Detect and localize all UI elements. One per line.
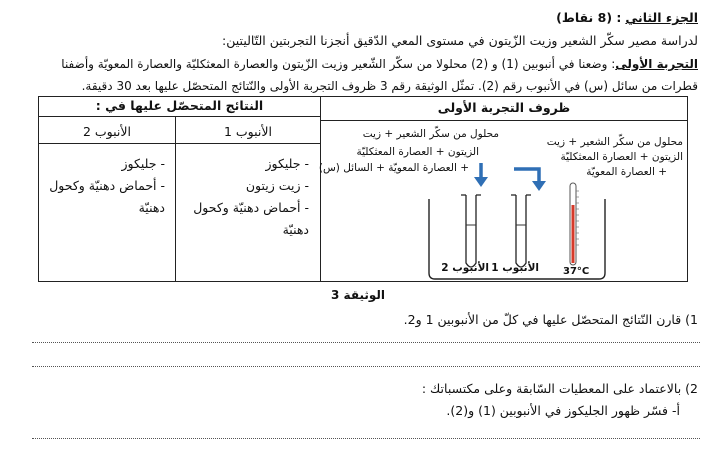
tube-1 — [516, 195, 526, 267]
tube2-result-3: دهنيّة — [138, 200, 165, 215]
tube2-result-1: - جليكوز — [121, 156, 165, 171]
document-label: الوثيقة 3 — [331, 288, 385, 302]
tube1-result-4: دهنيّة — [282, 222, 309, 237]
tube-2 — [466, 195, 476, 267]
label-right-3: + العصارة المعويّة — [586, 166, 667, 178]
tube1-result-2: - زيت زيتون — [245, 178, 309, 193]
question-1: 1) قارن النّتائج المتحصّل عليها في كلّ من الأنبوبين 1 و2. — [403, 312, 698, 327]
exp1-text1: : وضعنا في أنبوبين (1) و (2) محلولا من سكّر الشّعير وزيت الزّيتون والعصارة المعثكليّة والعصارة المعويّة وأضفنا — [61, 57, 616, 71]
part-header — [18, 10, 698, 26]
exp1-line1 — [18, 56, 698, 72]
temperature-label: 37°C — [563, 266, 590, 277]
label-left-3: + العصارة المعويّة + السائل (س) — [318, 162, 469, 174]
answer-line-2 — [32, 366, 700, 367]
label-left-1: محلول من سكّر الشعير + زيت — [362, 128, 499, 140]
arrow-tube-1 — [514, 169, 539, 183]
label-right-1: محلول من سكّر الشعير + زيت — [546, 136, 683, 148]
tube2-result-2: - أحماض دهنيّة وكحول — [49, 178, 165, 193]
conditions-header: ظروف التجربة الأولى — [437, 100, 571, 115]
answer-line-3 — [32, 438, 700, 439]
question-2a: أ- فسّر ظهور الجليكوز في الأنبوبين (1) و(2). — [446, 403, 680, 418]
thermometer-mercury — [572, 205, 575, 263]
tube2-header: الأنبوب 2 — [82, 124, 131, 139]
intro-text: لدراسة مصير سكّر الشعير وزيت الزّيتون في مستوى المعي الدّقيق أنجزنا التجربتين التّاليتين: — [222, 33, 698, 48]
part-points: : (8 نقاط) — [556, 10, 622, 25]
part-label: الجزء الثاني — [625, 10, 698, 25]
table-divider-tubes — [175, 116, 176, 281]
tube1-result-1: - جليكوز — [265, 156, 309, 171]
tube2-diagram-label: الأنبوب 2 — [441, 262, 489, 274]
results-header: النتائج المتحصّل عليها في : — [95, 98, 264, 113]
tube1-diagram-label: الأنبوب 1 — [491, 262, 539, 274]
diagram-svg — [318, 121, 687, 281]
tube1-result-3: - أحماض دهنيّة وكحول — [193, 200, 309, 215]
experiment-diagram — [318, 121, 687, 281]
label-left-2: الزيتون + العصارة المعثكليّة — [356, 146, 479, 158]
question-2: 2) بالاعتماد على المعطيات السّابقة وعلى مكتسباتك : — [421, 381, 698, 396]
label-right-2: الزيتون + العصارة المعثكليّة — [560, 151, 683, 163]
document-3-table — [38, 96, 688, 282]
table-divider-row1 — [39, 116, 320, 117]
tube1-header: الأنبوب 1 — [223, 124, 272, 139]
exp1-label: التجربة الأولى — [615, 57, 698, 71]
table-divider-row2 — [39, 143, 320, 144]
answer-line-1 — [32, 342, 700, 343]
exp1-line2: قطرات من سائل (س) في الأنبوب رقم (2). تمثّل الوثيقة رقم 3 ظروف التجربة الأولى والنّتائج المتحصّل عليها بعد 30 دقيقة. — [81, 79, 698, 93]
